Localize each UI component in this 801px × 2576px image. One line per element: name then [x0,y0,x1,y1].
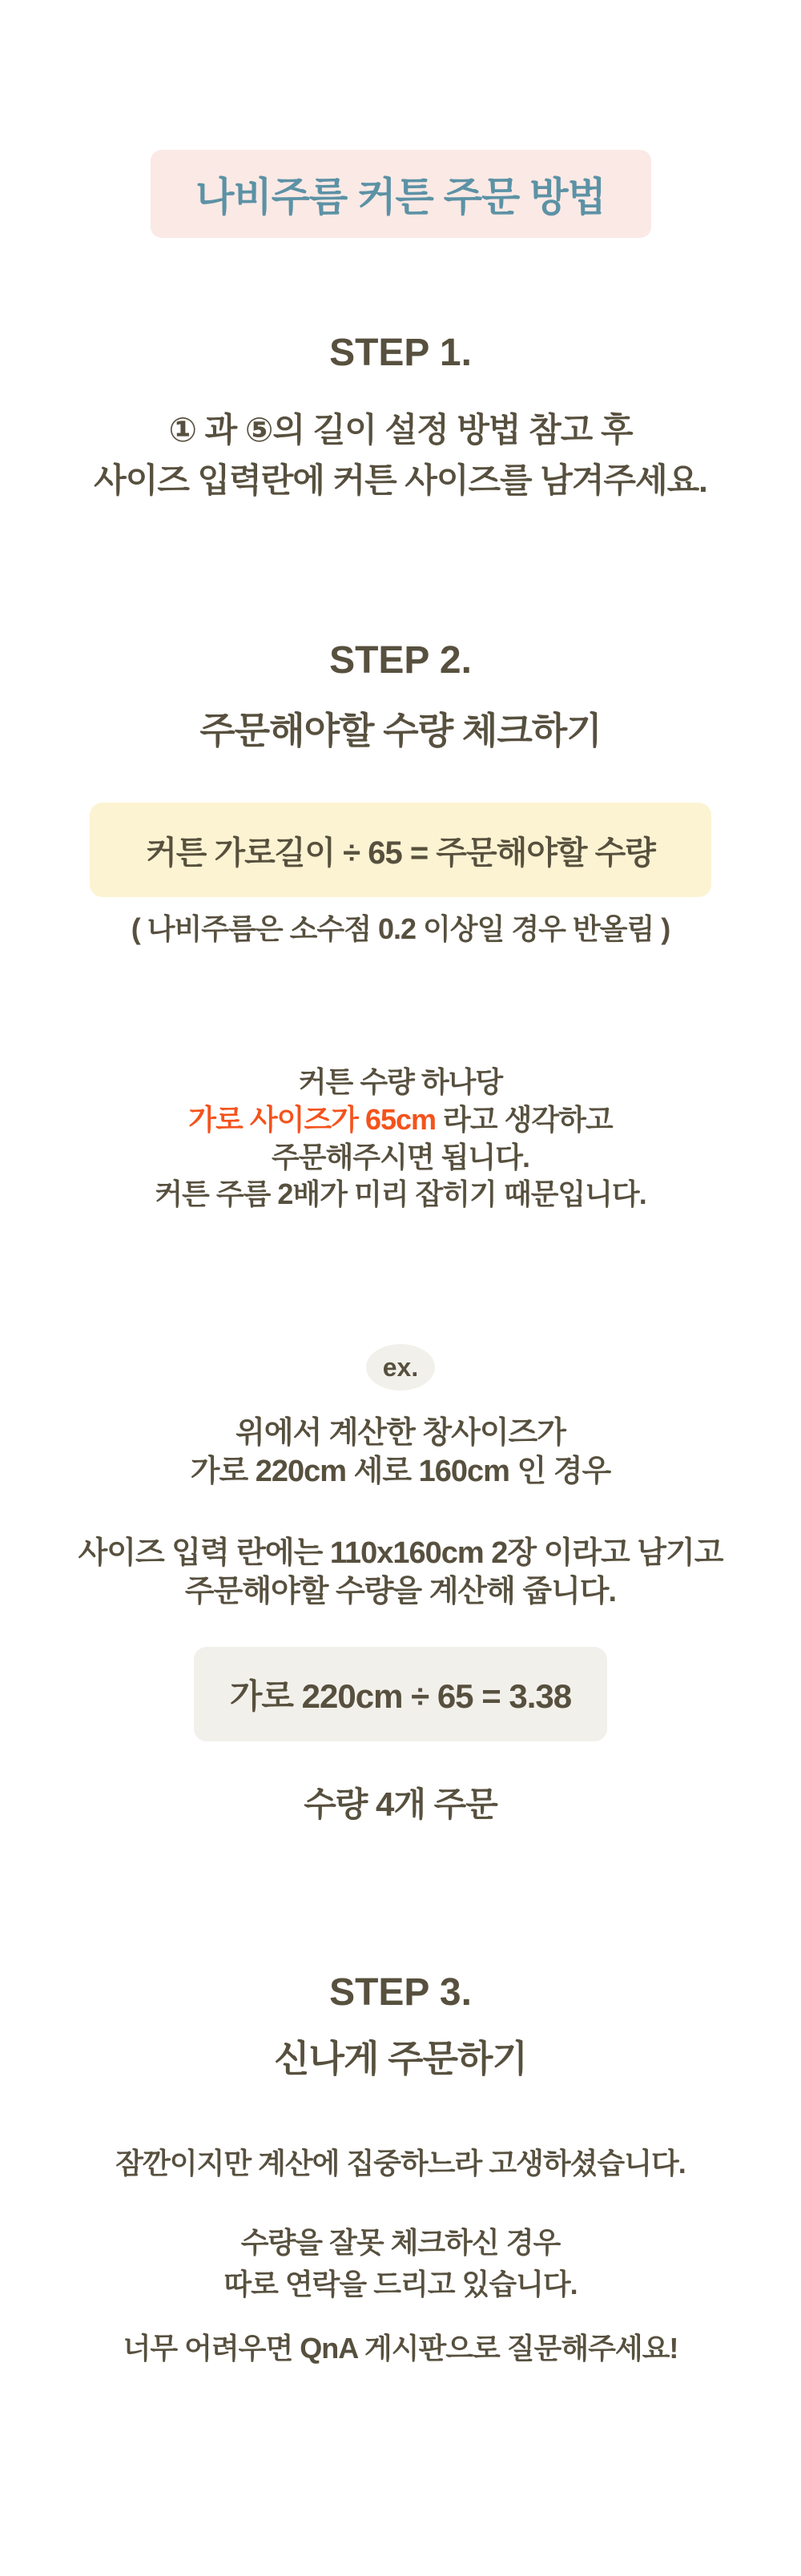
explanation-line-1: 커튼 수량 하나당 [298,1065,503,1098]
example-intro-line-1: 위에서 계산한 창사이즈가 [235,1416,566,1451]
example-detail [78,1535,723,1611]
step1-heading: STEP 1. [329,332,472,374]
example-badge-label: ex. [382,1352,419,1382]
quantity-explanation [155,1064,646,1214]
example-detail-line-2: 주문해야할 수량을 계산해 줍니다. [184,1574,617,1608]
example-result: 수량 4개 주문 [304,1785,497,1824]
step3-contact-line-2: 따로 연락을 드리고 있습니다. [223,2268,578,2301]
example-badge [366,1344,435,1391]
example-intro-line-2: 가로 220cm 세로 160cm 인 경우 [190,1454,611,1488]
step1-line-2: 사이즈 입력란에 커튼 사이즈를 남겨주세요. [94,461,707,499]
example-calc: 가로 220cm ÷ 65 = 3.38 [229,1677,572,1716]
explanation-line-2 [155,1101,646,1139]
title-banner [151,150,651,238]
step3-thanks-line: 잠깐이지만 계산에 집중하느라 고생하셨습니다. [115,2147,686,2180]
example-intro [191,1415,610,1491]
step3-subtitle: 신나게 주문하기 [274,2038,527,2080]
rounding-note: ( 나비주름은 소수점 0.2 이상일 경우 반올림 ) [131,912,670,945]
explanation-line-2-rest: 라고 생각하고 [436,1102,613,1136]
step3-heading: STEP 3. [329,1971,472,2015]
quantity-formula-box [90,803,711,897]
step1-line-1: ① 과 ⑤의 길이 설정 방법 참고 후 [168,411,633,449]
quantity-formula: 커튼 가로길이 ÷ 65 = 주문해야할 수량 [146,835,655,871]
step1-instructions [94,405,707,505]
step2-heading: STEP 2. [329,639,472,682]
page-title: 나비주름 커튼 주문 방법 [195,175,606,219]
example-calc-box [194,1647,607,1741]
step2-subtitle: 주문해야할 수량 체크하기 [199,710,602,751]
step3-contact-line-1: 수량을 잘못 체크하신 경우 [240,2226,561,2260]
example-detail-line-1: 사이즈 입력 란에는 110x160cm 2장 이라고 남기고 [78,1536,723,1571]
step3-contact-lines [223,2222,577,2305]
explanation-line-3: 주문해주시면 됩니다. [271,1140,529,1173]
explanation-line-4: 커튼 주름 2배가 미리 잡히기 때문입니다. [155,1177,646,1211]
step3-qna-line: 너무 어려우면 QnA 게시판으로 질문해주세요! [123,2331,678,2365]
width-highlight: 가로 사이즈가 65cm [188,1102,437,1136]
